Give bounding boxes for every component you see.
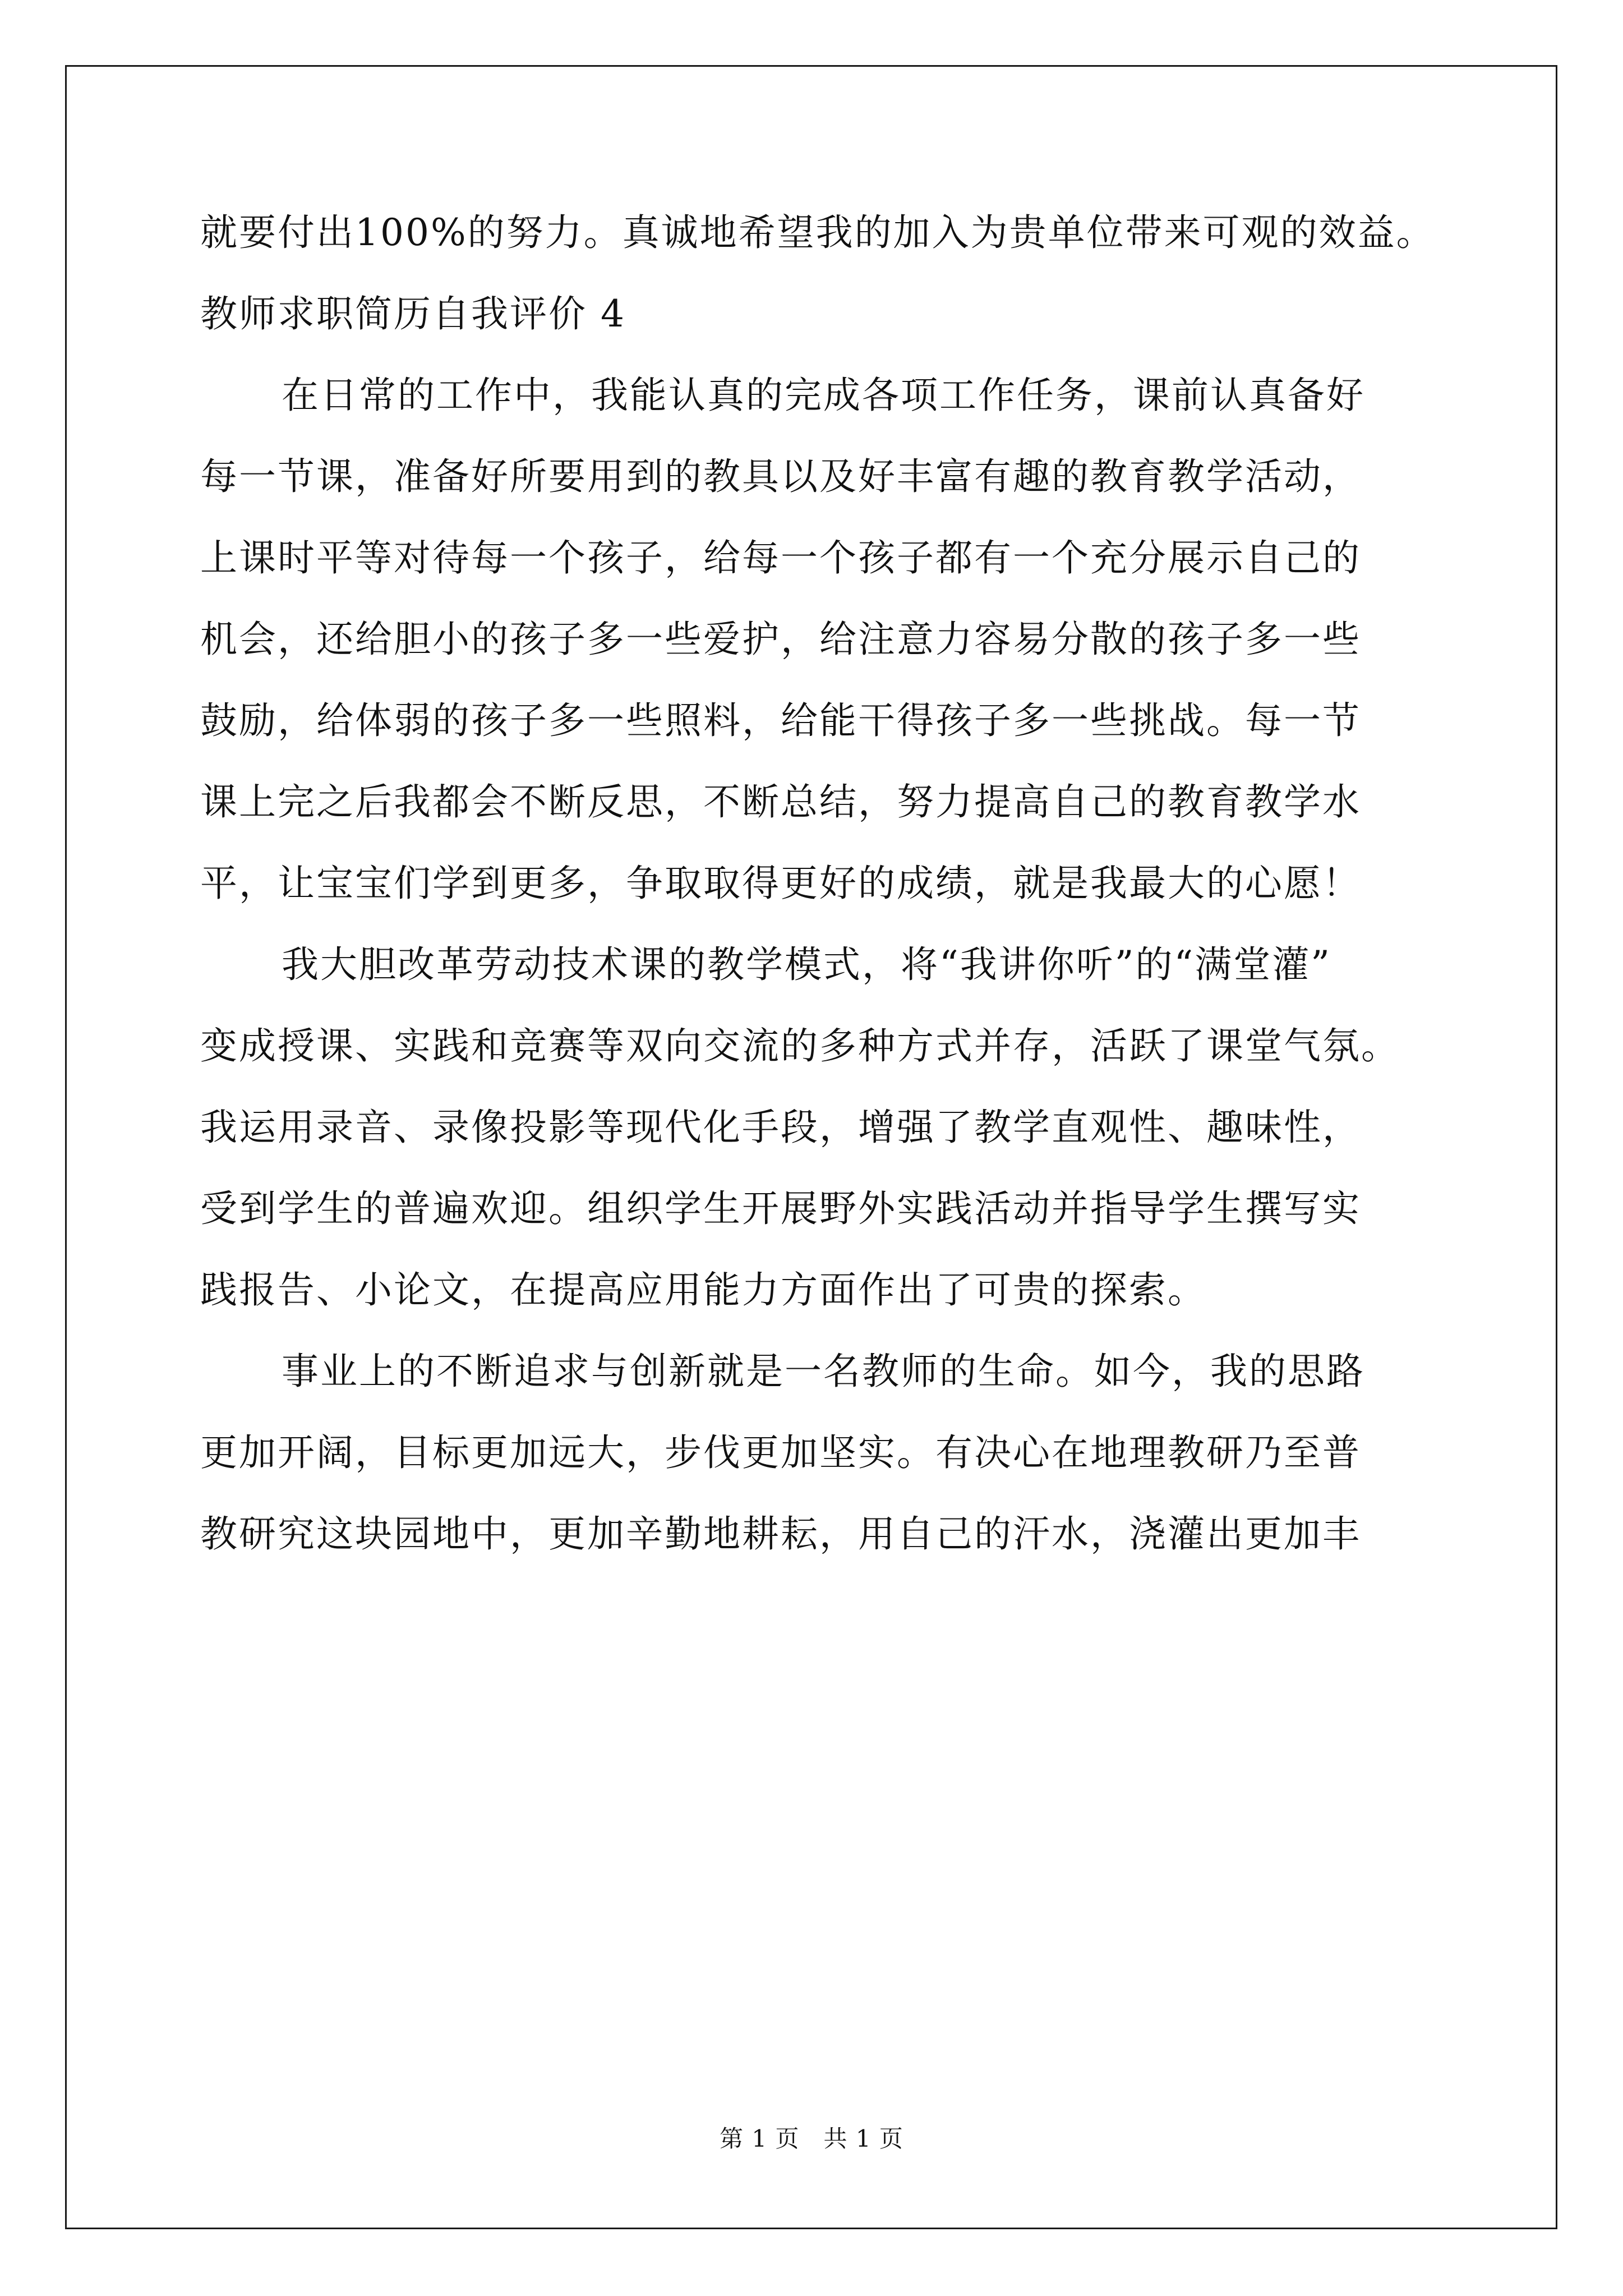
text-line: 更加开阔，目标更加远大，步伐更加坚实。有决心在地理教研乃至普 [200,1431,1361,1474]
text-line: 每一节课，准备好所要用到的教具以及好丰富有趣的教育教学活动， [200,455,1361,498]
text-line: 变成授课、实践和竞赛等双向交流的多种方式并存，活跃了课堂气氛。 [200,1024,1400,1068]
text-line: 教研究这块园地中，更加辛勤地耕耘，用自己的汗水，浇灌出更加丰 [200,1512,1361,1556]
text-line: 课上完之后我都会不断反思，不断总结，努力提高自己的教育教学水 [200,780,1361,823]
text-line: 鼓励，给体弱的孩子多一些照料，给能干得孩子多一些挑战。每一节 [200,699,1361,742]
text-line: 我大胆改革劳动技术课的教学模式，将“我讲你听”的“满堂灌” [282,943,1331,986]
text-line: 践报告、小论文，在提高应用能力方面作出了可贵的探索。 [200,1268,1206,1312]
text-line: 平，让宝宝们学到更多，争取取得更好的成绩，就是我最大的心愿！ [200,862,1361,905]
text-line: 我运用录音、录像投影等现代化手段，增强了教学直观性、趣味性， [200,1106,1361,1149]
text-line: 受到学生的普遍欢迎。组织学生开展野外实践活动并指导学生撰写实 [200,1187,1361,1230]
text-line: 机会，还给胆小的孩子多一些爱护，给注意力容易分散的孩子多一些 [200,618,1361,661]
text-line: 就要付出100%的努力。真诚地希望我的加入为贵单位带来可观的效益。 [200,211,1435,254]
page-footer: 第 1 页 共 1 页 [720,2125,903,2152]
text-line: 在日常的工作中，我能认真的完成各项工作任务，课前认真备好 [282,374,1365,417]
text-line: 上课时平等对待每一个孩子，给每一个孩子都有一个充分展示自己的 [200,536,1361,579]
text-line: 事业上的不断追求与创新就是一名教师的生命。如今，我的思路 [282,1350,1365,1393]
section-heading: 教师求职简历自我评价 4 [200,292,626,335]
